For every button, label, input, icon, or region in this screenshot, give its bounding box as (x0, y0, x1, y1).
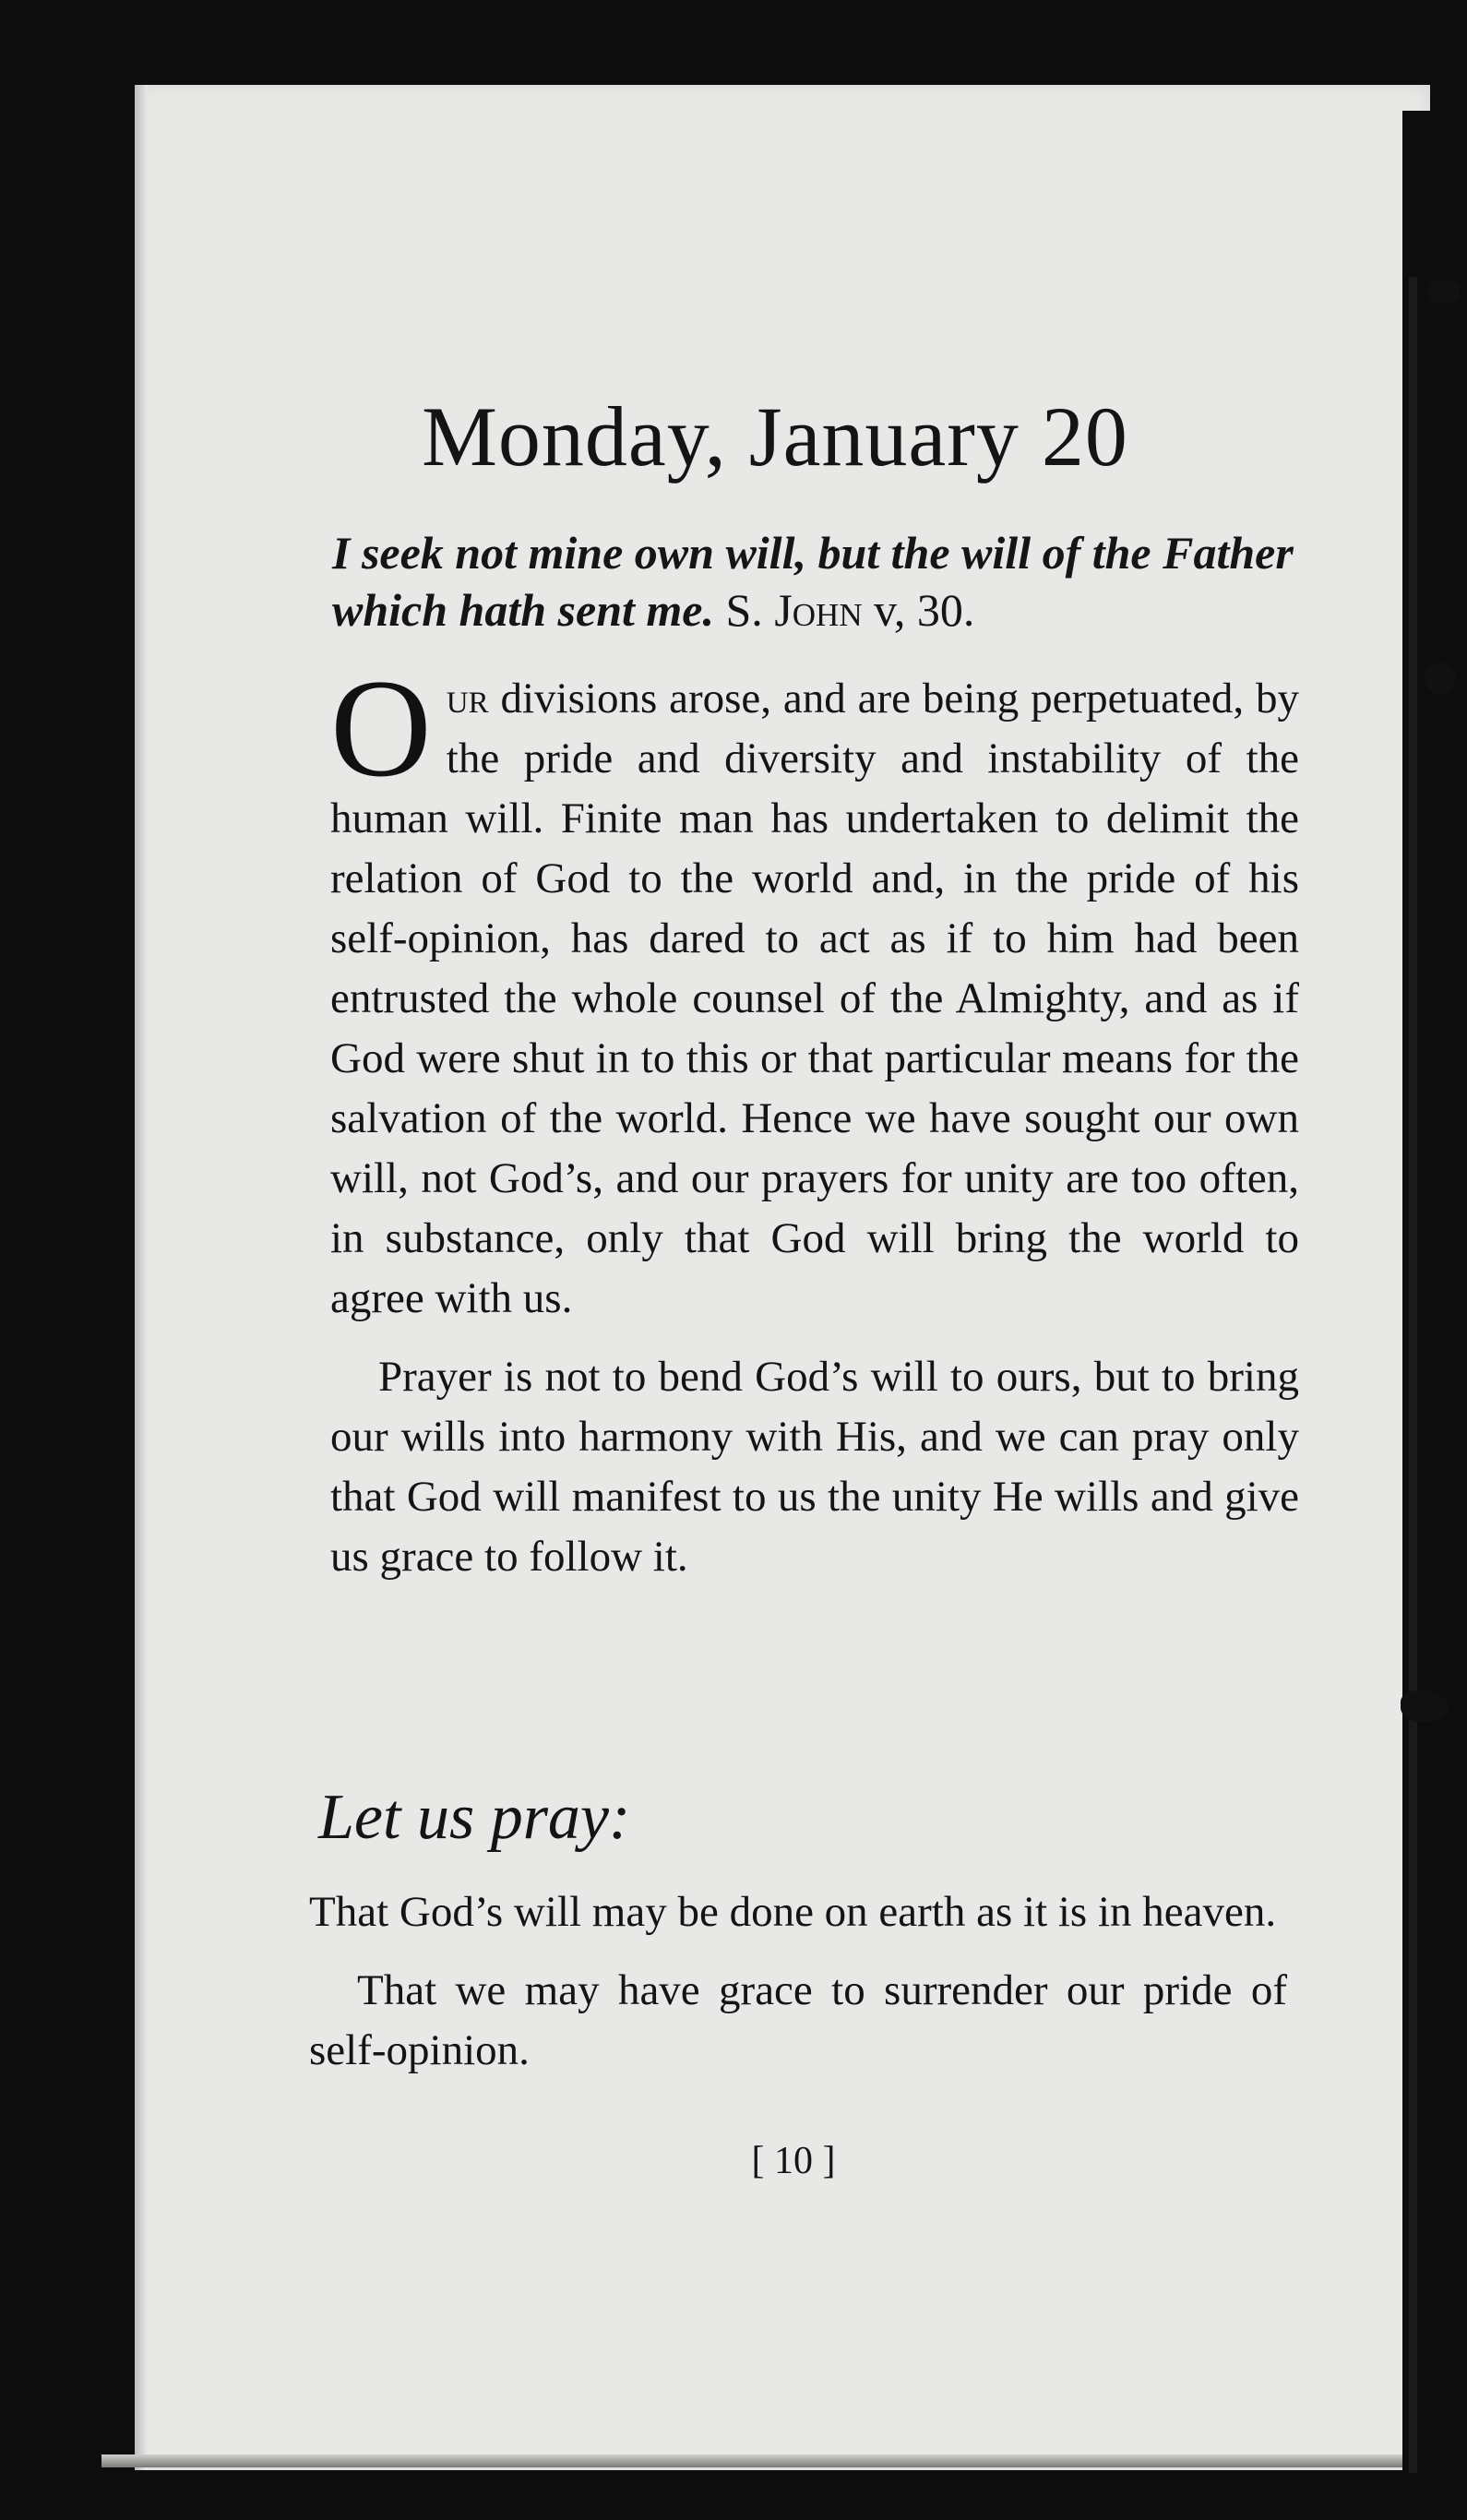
prayer-heading: Let us pray: (318, 1782, 631, 1853)
page-title: Monday, January 20 (422, 389, 1128, 484)
body-text (330, 651, 1299, 1587)
paragraph-text: Prayer is not to bend God’s will to ours, but to bring our wills into harmony with His, and we can pray only that God will manifest to us the unity He wills and give us grace to follow it. (330, 1353, 1299, 1581)
binding-mark (1425, 663, 1456, 694)
prayer-list (309, 1882, 1287, 2081)
drop-cap: O (330, 651, 432, 806)
paragraph-text: divisions arose, and are being perpetuated, by the pride and diversity and instability of the human will. Finite man has undertaken to delimit the relation of God to the world and, in the pride of his self-opinion, has dared to act as if to him had been entrusted the whole counsel of the Almighty, and as if God were shut in to this or that particular means for the salvation of the world. Hence we have sought our own will, not God’s, and our prayers for unity are too often, in substance, only that God will bring the world to agree with us. (330, 675, 1299, 1322)
reference-book: John (774, 584, 863, 636)
epigraph-reference (726, 584, 975, 636)
gutter-rule (1409, 277, 1417, 2473)
paragraph-lead: ur (446, 675, 489, 723)
binding-mark (1428, 281, 1460, 302)
epigraph (332, 524, 1338, 639)
binding-mark (1401, 1690, 1449, 1722)
prayer-item: That we may have grace to surrender our pride of self-opinion. (309, 1966, 1287, 2074)
page-bottom-edge (101, 2454, 1430, 2467)
prayer-item: That God’s will may be done on earth as it is in heaven. (309, 1888, 1277, 1936)
epigraph-quote: I seek not mine own will, but the will of the Father which hath sent me. (332, 527, 1294, 636)
reference-prefix: S. (725, 584, 763, 636)
reference-chapter-verse: v, 30. (874, 584, 975, 636)
page-number: [ 10 ] (751, 2140, 836, 2182)
paragraph (330, 651, 1299, 1329)
paragraph (330, 1347, 1299, 1587)
page-left-edge (135, 85, 148, 2470)
